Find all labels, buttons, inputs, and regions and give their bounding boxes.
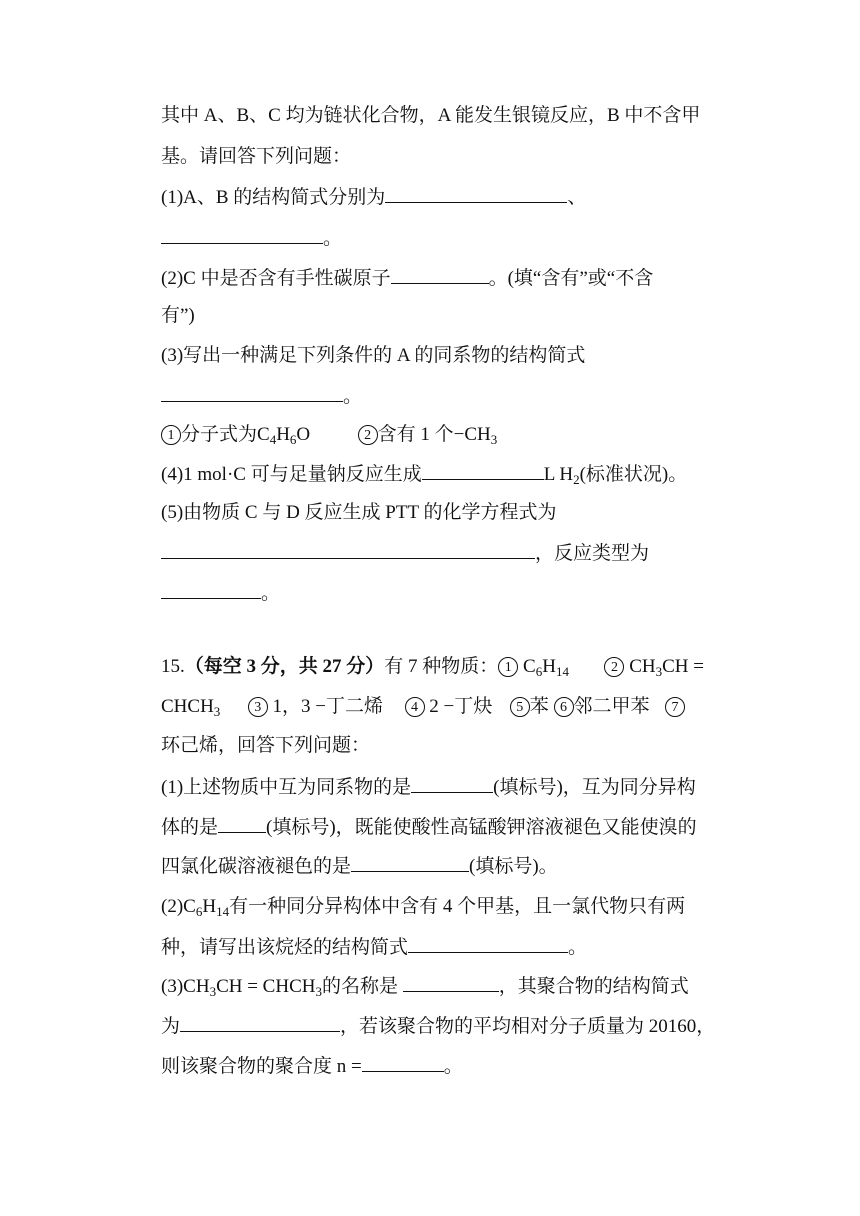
answer-blank[interactable] — [391, 265, 489, 284]
circled-number-2: 2 — [604, 657, 624, 677]
q15-header-text: 有 7 种物质： — [384, 656, 499, 677]
formula-part: (2)C — [161, 896, 196, 917]
q15-part2 — [161, 894, 685, 920]
q14-part2-text: (2)C 中是否含有手性碳原子 — [161, 268, 391, 289]
q15-part2-cont — [161, 934, 587, 961]
q15-part1-text-f: (填标号)。 — [469, 856, 558, 877]
formula-part: C — [523, 656, 536, 677]
q15-part1-text-e: 四氯化碳溶液褪色的是 — [161, 856, 352, 877]
score-note: （每空 3 分，共 27 分） — [184, 656, 385, 677]
substance-5: 苯 — [529, 696, 549, 717]
answer-blank[interactable] — [161, 225, 323, 244]
answer-blank[interactable] — [385, 184, 567, 203]
circled-number-3: 3 — [248, 697, 268, 717]
q15-part3-text-d: ，其聚合物的结构简式 — [498, 976, 689, 997]
subscript: 3 — [655, 664, 663, 679]
q15-part1-cont2 — [161, 853, 558, 880]
q14-part5-tail: ，反应类型为 — [535, 543, 650, 564]
period: 。 — [343, 386, 363, 407]
q15-part1-text-b: (填标号)，互为同分异构 — [493, 777, 696, 798]
answer-blank[interactable] — [161, 540, 535, 559]
subscript: 4 — [269, 432, 277, 447]
substance-4: 2 −丁炔 — [429, 696, 493, 717]
q15-substances — [161, 694, 685, 720]
answer-blank[interactable] — [411, 774, 493, 793]
q15-part1-text: (1)上述物质中互为同系物的是 — [161, 777, 412, 798]
circled-number-6: 6 — [554, 697, 574, 717]
subscript: 2 — [573, 472, 580, 487]
q15-intro: 环己烯，回答下列问题： — [161, 735, 371, 756]
q14-part2 — [161, 265, 653, 292]
circled-number-1: 1 — [498, 657, 518, 677]
q15-header — [161, 654, 704, 680]
q14-conditions — [161, 422, 497, 448]
subscript: 14 — [555, 664, 569, 679]
subscript: 6 — [195, 904, 203, 919]
q14-part1-cont — [161, 225, 342, 252]
q14-part1 — [161, 184, 586, 211]
q14-part2-cont: 有”) — [161, 305, 195, 326]
q14-part5-cont2 — [161, 580, 280, 607]
q14-part4-tail: (标准状况)。 — [579, 464, 688, 485]
answer-blank[interactable] — [180, 1013, 340, 1032]
circled-number-2: 2 — [358, 425, 378, 445]
q14-intro-line2: 基。请回答下列问题： — [161, 146, 352, 167]
q15-part3-text-g: 则该聚合物的聚合度 n = — [161, 1056, 362, 1077]
q15-part2-text-d: 种，请写出该烷烃的结构简式 — [161, 937, 409, 958]
answer-blank[interactable] — [362, 1053, 444, 1072]
circled-number-5: 5 — [510, 697, 530, 717]
answer-blank[interactable] — [161, 383, 343, 402]
condition-1-text: 分子式为C — [181, 424, 270, 445]
q14-part4-text: (4)1 mol·C 可与足量钠反应生成 — [161, 464, 422, 485]
subscript: 3 — [490, 432, 498, 447]
q15-part1-text-c: 体的是 — [161, 817, 219, 838]
substance-6: 邻二甲苯 — [573, 696, 650, 717]
formula-part: O — [296, 424, 311, 445]
formula-part: (3)CH — [161, 976, 210, 997]
formula-part: H — [202, 896, 217, 917]
period: 。 — [568, 937, 588, 958]
subscript: 14 — [216, 904, 230, 919]
q14-part3: (3)写出一种满足下列条件的 A 的同系物的结构简式 — [161, 345, 586, 366]
q14-part5: (5)由物质 C 与 D 反应生成 PTT 的化学方程式为 — [161, 502, 557, 523]
circled-number-4: 4 — [405, 697, 425, 717]
subscript: 3 — [315, 984, 322, 999]
subscript: 3 — [209, 984, 217, 999]
formula-part: H — [542, 656, 556, 677]
q15-part3 — [161, 973, 689, 1000]
period: 。 — [443, 1056, 463, 1077]
q14-intro-line1: 其中 A、B、C 均为链状化合物，A 能发生银镜反应，B 中不含甲 — [161, 105, 701, 126]
separator: 、 — [567, 187, 587, 208]
formula-part: CH — [629, 656, 656, 677]
circled-number-1: 1 — [161, 425, 181, 445]
q15-part3-cont2 — [161, 1053, 463, 1080]
answer-blank[interactable] — [408, 934, 568, 953]
q15-part3-cont — [161, 1013, 715, 1040]
q15-part2-text: 有一种同分异构体中含有 4 个甲基，且一氯代物只有两 — [229, 896, 686, 917]
q15-part3-text-f: ，若该聚合物的平均相对分子质量为 20160， — [340, 1016, 716, 1037]
subscript: 3 — [213, 704, 221, 719]
q15-part3-text: 的名称是 — [321, 976, 398, 997]
formula-part: CH = — [662, 656, 704, 677]
formula-part: H — [276, 424, 290, 445]
q14-part1-text: (1)A、B 的结构简式分别为 — [161, 187, 386, 208]
formula-part: L H — [543, 464, 574, 485]
period: 。 — [323, 228, 343, 249]
formula-part: CH = CHCH — [216, 976, 316, 997]
q14-part5-cont — [161, 540, 649, 567]
question-number: 15. — [161, 656, 185, 677]
answer-blank[interactable] — [422, 461, 544, 480]
subscript: 6 — [289, 432, 297, 447]
formula-part: CHCH — [161, 696, 214, 717]
q14-part3-cont — [161, 383, 362, 410]
circled-number-7: 7 — [665, 697, 685, 717]
answer-blank[interactable] — [351, 853, 469, 872]
subscript: 6 — [535, 664, 543, 679]
answer-blank[interactable] — [403, 973, 499, 992]
q15-part1-cont — [161, 814, 697, 841]
answer-blank[interactable] — [161, 580, 261, 599]
q15-part1 — [161, 774, 696, 801]
q14-part4 — [161, 461, 687, 488]
q15-part3-text-e: 为 — [161, 1016, 181, 1037]
answer-blank[interactable] — [218, 814, 266, 833]
substance-3: 1，3 −丁二烯 — [272, 696, 384, 717]
condition-2-text: 含有 1 个−CH — [377, 424, 491, 445]
period: 。 — [261, 583, 281, 604]
q14-part2-tail: 。(填“含有”或“不含 — [488, 268, 654, 289]
q15-part1-text-d: (填标号)，既能使酸性高锰酸钾溶液褪色又能使溴的 — [266, 817, 697, 838]
